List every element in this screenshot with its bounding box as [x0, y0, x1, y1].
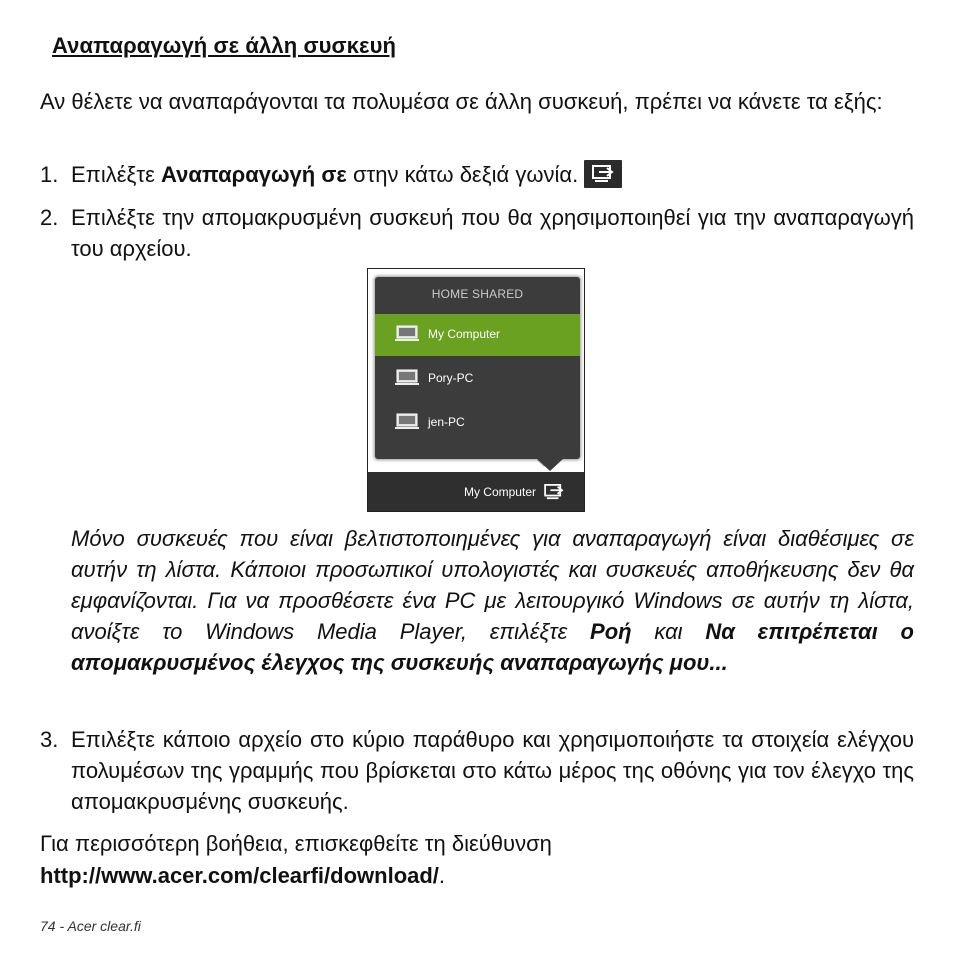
device-label: jen-PC [428, 415, 465, 429]
note-bold-remote: Να επιτρέπεται ο απομακρυσμένος έλεγχος της συσκευής αναπαραγωγής μου... [71, 619, 914, 675]
page-footer: 74 - Acer clear.fi [40, 918, 141, 934]
step-1-text [71, 159, 622, 190]
device-item-my-computer[interactable] [375, 314, 580, 356]
section-heading: Αναπαραγωγή σε άλλη συσκευή [52, 33, 397, 58]
step-1-post: στην κάτω δεξιά γωνία. [346, 162, 579, 187]
laptop-icon [395, 369, 419, 387]
help-link-line [40, 860, 445, 891]
note-mid: και [631, 619, 706, 644]
help-url-link[interactable]: http://www.acer.com/clearfi/download/ [40, 863, 439, 888]
help-period: . [438, 863, 446, 888]
device-label: Pory-PC [428, 371, 474, 385]
play-to-icon[interactable] [544, 484, 564, 500]
laptop-icon [395, 413, 419, 431]
note-bold-stream: Ροή [590, 619, 632, 644]
popup-title: HOME SHARED [431, 287, 524, 301]
play-to-icon [584, 160, 622, 188]
note-paragraph [71, 523, 914, 678]
device-popup [374, 276, 581, 460]
device-label: My Computer [428, 327, 501, 341]
device-item-jen-pc[interactable] [375, 402, 580, 444]
intro-paragraph: Αν θέλετε να αναπαράγονται τα πολυμέσα σε άλλη συσκευή, πρέπει να κάνετε τα εξής: [40, 89, 883, 114]
step-2-number: 2. [40, 205, 59, 230]
note-text: Μόνο συσκευές που είναι βελτιστοποιημένες για αναπαραγωγή είναι διαθέσιμες σε αυτήν τη λίστα. Κάποιοι προσωπικοί υπολογιστές και συσκευές αποθήκευσης δεν θα εμφανίζονται. Για να προσθέσετε ένα PC με λειτουργικό Windows σε αυτήν τη λίστα, ανοίξτε το Windows Media Player, επιλέξτε [71, 526, 914, 644]
laptop-icon [395, 325, 419, 343]
step-3-number: 3. [40, 727, 59, 752]
popup-tail [536, 458, 564, 471]
play-to-screenshot [367, 268, 585, 512]
step-1-bold: Αναπαραγωγή σε [161, 162, 347, 187]
device-item-pory-pc[interactable] [375, 358, 580, 400]
step-2-text: Επιλέξτε την απομακρυσμένη συσκευή που θα χρησιμοποιηθεί για την αναπαραγωγή του αρχείου. [71, 205, 914, 261]
help-text: Για περισσότερη βοήθεια, επισκεφθείτε τη διεύθυνση [40, 831, 552, 856]
step-3-text: Επιλέξτε κάποιο αρχείο στο κύριο παράθυρο και χρησιμοποιήστε τα στοιχεία ελέγχου πολυμέσων της γραμμής που βρίσκεται στο κάτω μέρος της οθόνης για τον έλεγχο της απομακρυσμένης συσκευής. [71, 727, 914, 814]
bottom-bar [368, 472, 584, 511]
step-1-pre: Επιλέξτε [71, 162, 162, 187]
play-to-button-label[interactable]: My Computer [463, 485, 536, 499]
step-1-number: 1. [40, 162, 59, 187]
